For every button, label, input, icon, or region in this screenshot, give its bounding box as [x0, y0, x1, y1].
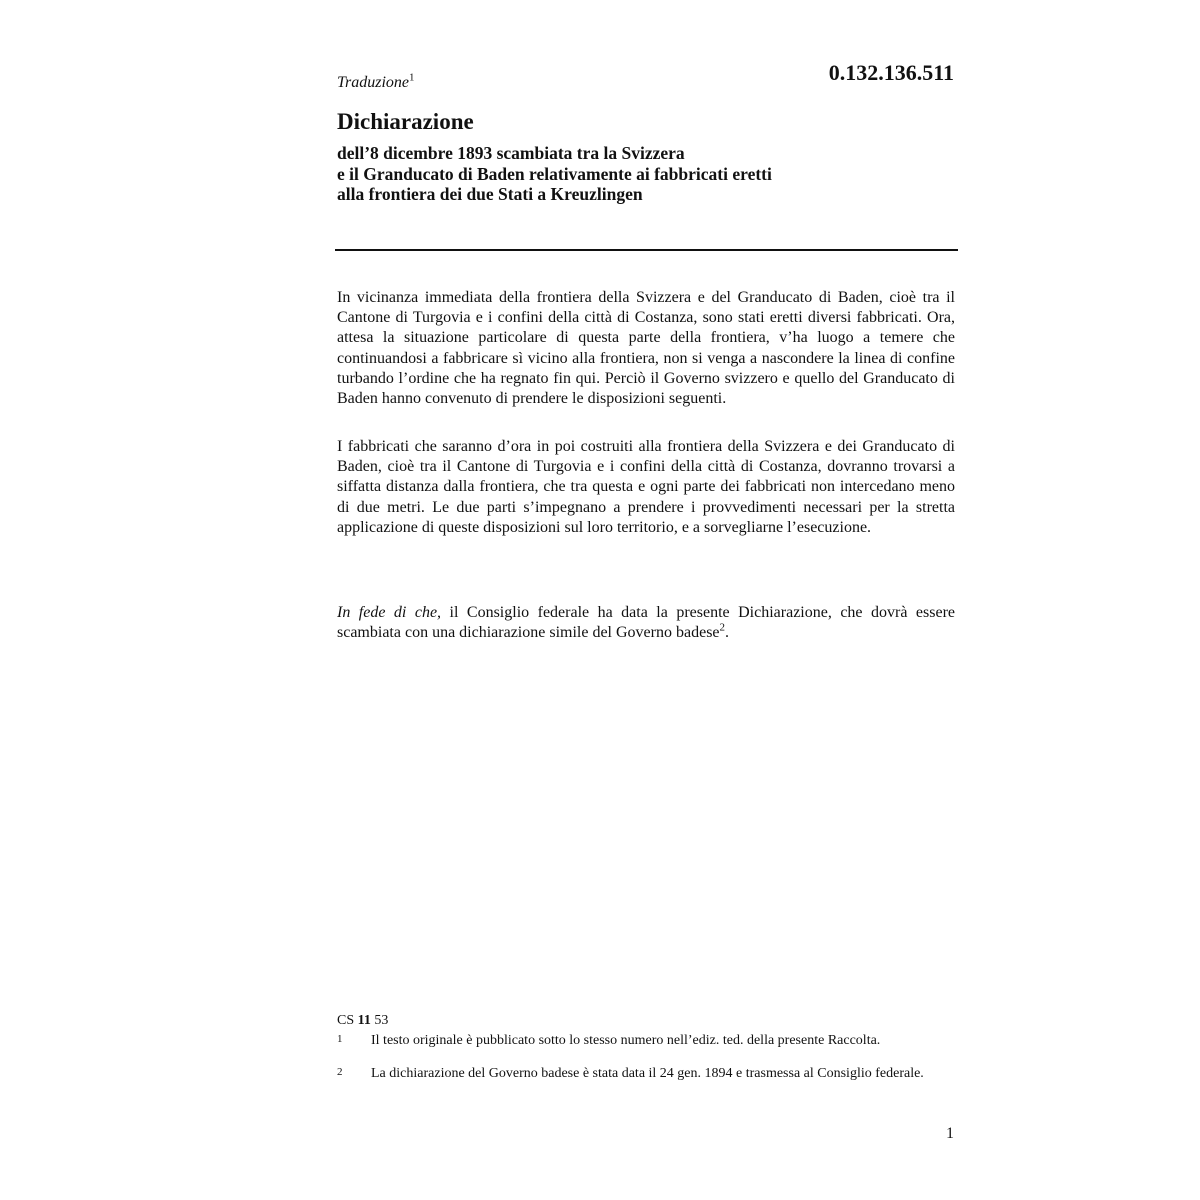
title-divider — [335, 249, 958, 251]
footnote-text: Il testo originale è pubblicato sotto lo stesso numero nell’ediz. ted. della presente Raccolta. — [371, 1033, 881, 1048]
footnote-number: 1 — [337, 1033, 343, 1045]
footnote-ref-2[interactable]: 2 — [719, 621, 726, 634]
document-subtitle — [337, 143, 937, 205]
document-title: Dichiarazione — [337, 109, 474, 134]
source-page: 53 — [370, 1013, 389, 1028]
body-paragraph-1: In vicinanza immediata della frontiera della Svizzera e del Granducato di Baden, cioè tra il Cantone di Turgovia e i confini della città di Costanza, sono stati eretti diversi fabbricati. Ora, attesa la situazione particolare di questa parte della frontiera, v’ha luogo a temere che continuandosi a fabbricare sì vicino alla frontiera, non si venga a nascondere la linea di confine turbando l’ordine che ha regnato fin qui. Perciò il Governo svizzero e quello del Granducato di Baden hanno convenuto di prendere le disposizioni seguenti. — [337, 289, 955, 408]
body-paragraph-2: I fabbricati che saranno d’ora in poi costruiti alla frontiera della Svizzera e dei Granducato di Baden, cioè tra il Cantone di Turgovia e i confini della città di Costanza, dovranno trovarsi a siffatta distanza dalla frontiera, che tra questa e ogni parte dei fabbricati non intercedano meno di due metri. Le due parti s’impegnano a prendere i provvedimenti necessari per la stretta applicazione di queste disposizioni sul loro territorio, e a sorvegliarne l’esecuzione. — [337, 438, 955, 536]
footnote-2 — [337, 1066, 957, 1082]
collection-source — [337, 1013, 388, 1029]
subtitle-line: dell’8 dicembre 1893 scambiata tra la Svizzera — [337, 143, 685, 163]
sr-number: 0.132.136.511 — [828, 60, 954, 85]
translation-label-text: Traduzione — [337, 74, 410, 91]
footnote-ref-1[interactable]: 1 — [409, 71, 415, 84]
footnote-number: 2 — [337, 1066, 343, 1078]
paragraph-3-text: il Consiglio federale ha data la presente Dichiarazione, che dovrà essere scambiata con una dichiarazione simile del Governo badese — [337, 604, 955, 642]
subtitle-line: e il Granducato di Baden relativamente ai fabbricati eretti — [337, 163, 772, 184]
footnote-1 — [337, 1033, 957, 1049]
translation-label — [337, 71, 415, 92]
paragraph-3-end: . — [725, 624, 730, 642]
page-number: 1 — [946, 1125, 954, 1142]
paragraph-3-italic-phrase: In fede di che, — [337, 604, 442, 621]
source-volume: 11 — [357, 1013, 371, 1028]
body-paragraph-3 — [337, 603, 955, 643]
source-prefix: CS — [337, 1013, 358, 1028]
footnote-text: La dichiarazione del Governo badese è stata data il 24 gen. 1894 e trasmessa al Consiglio federale. — [371, 1066, 924, 1081]
subtitle-line: alla frontiera dei due Stati a Kreuzlingen — [337, 184, 643, 204]
